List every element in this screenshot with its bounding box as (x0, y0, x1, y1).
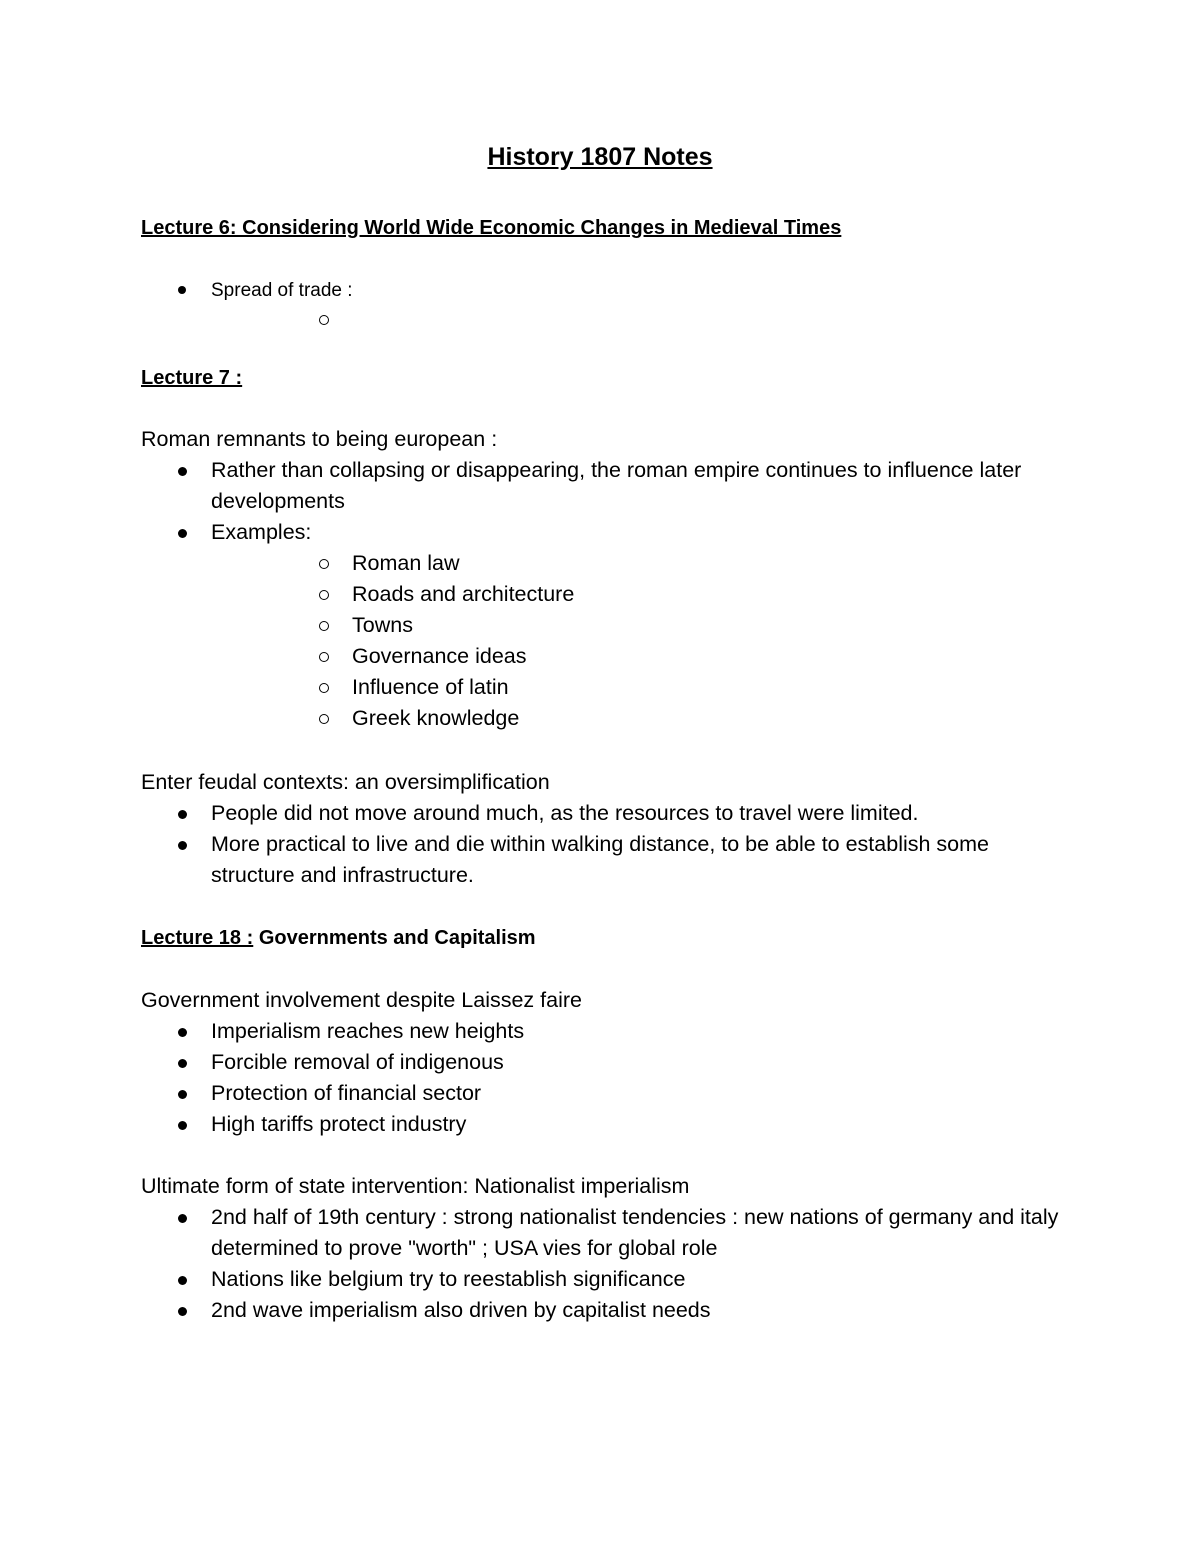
lecture-7-section-roman (141, 424, 1061, 734)
list-item (141, 276, 1061, 336)
lecture-18-heading (141, 925, 1061, 951)
list-item: Imperialism reaches new heights (141, 1016, 1061, 1047)
lecture-18-label: Lecture 18 : (141, 927, 254, 949)
list-item: Nations like belgium try to reestablish significance (141, 1264, 1061, 1295)
lecture-6-list (141, 276, 1061, 336)
list-item: 2nd wave imperialism also driven by capitalist needs (141, 1295, 1061, 1326)
list-item: Forcible removal of indigenous (141, 1047, 1061, 1078)
lecture-18-section-nationalist (141, 1171, 1061, 1326)
page-title: History 1807 Notes (487, 143, 713, 171)
lecture-18-title: Governments and Capitalism (253, 927, 536, 949)
lecture-7-heading: Lecture 7 : (141, 367, 243, 389)
list-item: More practical to live and die within walking distance, to be able to establish some structure and infrastructure. (141, 829, 1061, 891)
list-item: Governance ideas (211, 641, 1061, 672)
list-item-text: Spread of trade : (211, 280, 353, 301)
list-item (211, 306, 1061, 336)
lecture-7-section-feudal (141, 767, 1061, 891)
list-item: Rather than collapsing or disappearing, the roman empire continues to influence later developments (141, 455, 1061, 517)
section-intro: Roman remnants to being european : (141, 427, 498, 451)
lecture-6-heading: Lecture 6: Considering World Wide Economic Changes in Medieval Times (141, 217, 842, 239)
list-item: 2nd half of 19th century : strong nationalist tendencies : new nations of germany and italy determined to prove "worth" ; USA vies for global role (141, 1202, 1061, 1264)
lecture-18-section-government (141, 985, 1061, 1140)
section-intro: Government involvement despite Laissez faire (141, 988, 582, 1012)
list-item: Roman law (211, 548, 1061, 579)
list-item (141, 517, 1061, 734)
section-intro: Enter feudal contexts: an oversimplification (141, 770, 550, 794)
list-item: Towns (211, 610, 1061, 641)
list-item: Protection of financial sector (141, 1078, 1061, 1109)
list-item: Greek knowledge (211, 703, 1061, 734)
list-item-text: Examples: (211, 520, 312, 544)
list-item: People did not move around much, as the resources to travel were limited. (141, 798, 1061, 829)
list-item: High tariffs protect industry (141, 1109, 1061, 1140)
section-intro: Ultimate form of state intervention: Nationalist imperialism (141, 1174, 690, 1198)
list-item: Influence of latin (211, 672, 1061, 703)
list-item: Roads and architecture (211, 579, 1061, 610)
